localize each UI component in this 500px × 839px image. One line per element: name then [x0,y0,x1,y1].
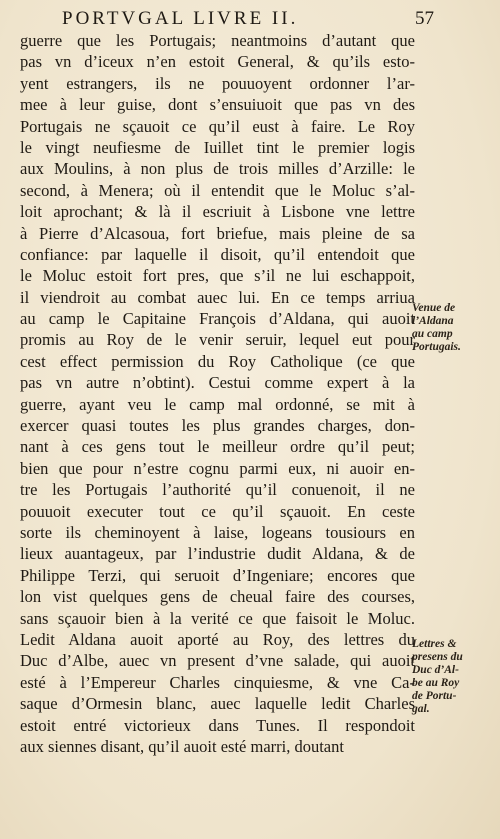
margin-note-line: de Portu- [412,690,457,702]
text-line: cest effect permission du Roy Catholique (ce que [20,351,415,371]
text-line: Philippe Terzi, qui seruoit d’Ingeniare; encores que [20,565,415,585]
text-line: pouuoit executer tout ce qu’il sçauoit. En ceste [20,501,415,521]
text-line: second, à Menera; où il entendit que le Moluc s’al- [20,180,415,200]
text-line: loit aprochant; & là il escriuit à Lisbone vne lettre [20,202,415,222]
text-line: pas vn d’iceux n’en estoit General, & qu’ils esto- [20,52,415,72]
text-line: mee à leur guise, dont s’ensuiuoit que pas vn des [20,95,415,115]
text-line: saque d’Ormesin blanc, auec laquelle ledit Charles [20,694,415,714]
text-line: Duc d’Albe, auec vn present d’vne salade, qui auoit [20,651,415,671]
text-line: aux Moulins, à non plus de trois milles d’Arzille: le [20,159,415,179]
running-head: PORTVGAL LIVRE II. [62,8,299,29]
margin-note-line: Portugais. [412,341,461,353]
text-line: sans sçauoir bien à la verité ce que faisoit le Moluc. [20,608,415,628]
text-line: sorte ils cheminoyent à laise, logeans tousiours en [20,522,415,542]
text-line: guerre, ayant veu le camp mal ordonné, se mit à [20,394,415,414]
margin-note-line: au camp [412,328,453,340]
text-line: nant à ces gens tout le meilleur ordre qu’il peut; [20,437,415,457]
text-line: exercer quasi toutes les plus grandes charges, don- [20,416,415,436]
margin-note [412,302,498,354]
text-line: le vingt neufiesme de Iuillet tint le premier logis [20,137,415,157]
text-line: tre les Portugais l’authorité qu’il conuenoit, il ne [20,480,415,500]
text-line: pas vn autre n’obtint). Cestui comme expert à la [20,373,415,393]
text-line: confiance: par laquelle il disoit, qu’il entendoit que [20,244,415,264]
text-line: promis au Roy de le venir seruir, lequel eut pour [20,330,415,350]
page-header [62,8,434,32]
margin-note-line: presens du [412,651,463,663]
margin-note-line: Venue de [412,302,456,314]
blank-lower-margin [0,770,500,839]
page-number: 57 [415,8,434,29]
body-text [20,30,415,757]
margin-note-line: Duc d’Al- [412,664,459,676]
margin-note-line: l’Aldana [412,315,454,327]
text-line: Portugais ne sçauoit ce qu’il eust à faire. Le Roy [20,116,415,136]
margin-note [412,638,498,716]
margin-note-line: Lettres & [412,638,457,650]
margin-note-line: be au Roy [412,677,460,689]
text-line: bien que pour n’estre cognu parmi eux, ni auoir en- [20,458,415,478]
text-line: au camp le Capitaine François d’Aldana, qui auoit [20,309,415,329]
text-line: à Pierre d’Alcasoua, fort briefue, mais pleine de sa [20,223,415,243]
text-line: il viendroit au combat auec lui. En ce temps arriua [20,287,415,307]
text-line: Ledit Aldana auoit aporté au Roy, des lettres du [20,629,415,649]
text-line: le Moluc estoit fort pres, que s’il ne lui eschappoit, [20,266,415,286]
text-line: estoit entré victorieux dans Tunes. Il respondoit [20,715,415,735]
text-line: yent estrangers, ils ne pouuoyent ordonner l’ar- [20,73,415,93]
text-line: aux siennes disant, qu’il auoit esté marri, doutant [20,736,344,756]
text-line: lon vist quelques gens de cheual faire des courses, [20,587,415,607]
text-line: lieux auantageux, par l’industrie dudit Aldana, & de [20,544,415,564]
text-line: guerre que les Portugais; neantmoins d’autant que [20,31,415,50]
text-line: esté à l’Empereur Charles cinquiesme, & vne Ca- [20,672,415,692]
margin-note-line: gal. [412,703,430,715]
